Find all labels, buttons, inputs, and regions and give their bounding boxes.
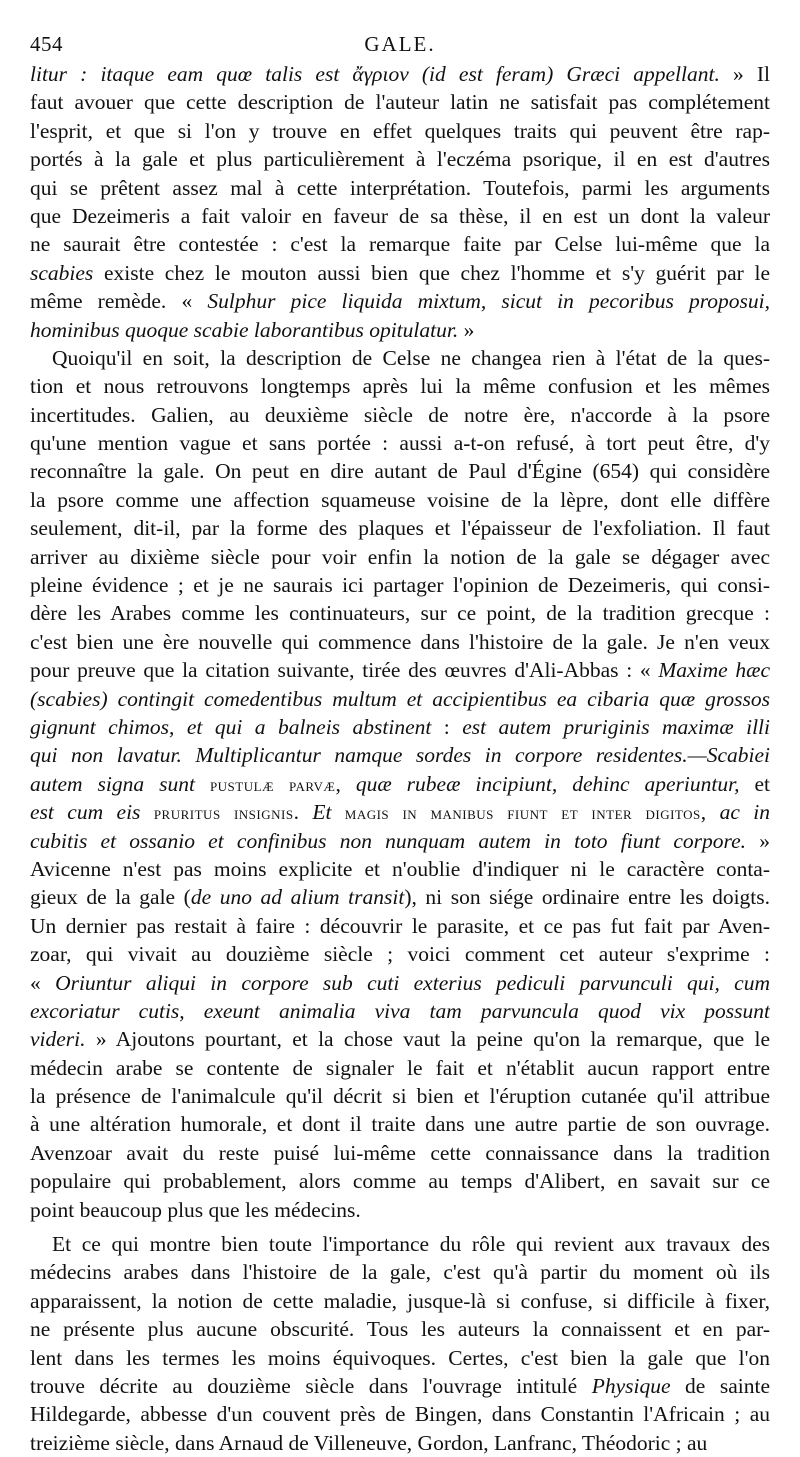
text-line: [30, 656, 770, 684]
text-run: à une altération humorale, et dont il traite dans une autre partie de son ouvrage.: [30, 1112, 770, 1137]
text-line: [30, 429, 770, 457]
text-run: «: [30, 970, 56, 995]
text-run: ac in: [719, 800, 770, 825]
text-run: seulement, dit-il, par la forme des plaques et l'épaisseur de l'exfoliation. Il faut: [30, 516, 770, 541]
text-line: [30, 1139, 770, 1167]
text-line: [30, 1054, 770, 1082]
text-line: [30, 1287, 770, 1315]
text-line: [30, 855, 770, 883]
text-run: quæ rubeæ incipiunt, dehinc aperiuntur,: [355, 771, 740, 796]
text-run: treizième siècle, dans Arnaud de Villeneuve, Gordon, Lanfranc, Théodoric ; au: [30, 1430, 708, 1455]
text-line: [30, 457, 770, 485]
text-run: ), ni son siége ordinaire entre les doigts.: [404, 885, 770, 910]
text-line: [30, 88, 770, 116]
text-run: pleine évidence ; et je ne saurais ici partager l'opinion de Dezeimeris, qui consi-: [30, 573, 770, 598]
text-line: [30, 571, 770, 599]
text-run: excoriatur cutis, exeunt animalia viva tam parvuncula quod vix possunt: [30, 998, 770, 1023]
text-run: autem signa sunt: [30, 771, 210, 796]
text-line: [30, 1110, 770, 1138]
text-run: » Il: [719, 62, 770, 86]
text-run: gignunt chimos, et qui a balneis abstinent: [30, 714, 432, 739]
text-run: Sulphur pice liquida mixtum, sicut in pecoribus proposui,: [207, 289, 770, 314]
text-run: reconnaître la gale. On peut en dire autant de Paul d'Égine (654) qui considère: [30, 459, 770, 484]
text-line: [30, 145, 770, 173]
text-line: [30, 685, 770, 713]
text-line: [30, 1025, 770, 1053]
text-run: la présence de l'animalcule qu'il décrit si bien et l'éruption cutanée qu'il attribue: [30, 1084, 770, 1109]
text-line: [30, 514, 770, 542]
text-run: pruritus insignis: [153, 803, 294, 825]
text-run: qu'une mention vague et sans portée : aussi a-t-on refusé, à tort peut être, d'y: [30, 431, 770, 456]
text-run: que Dezeimeris a fait valoir en faveur de sa thèse, il en est un dont la valeur: [30, 203, 770, 228]
text-run: médecins arabes dans l'histoire de la gale, c'est qu'à partir du moment où ils: [30, 1260, 770, 1285]
text-line: [30, 543, 770, 571]
text-run: faut avouer que cette description de l'auteur latin ne satisfait pas complétement: [30, 90, 770, 115]
text-run: Avicenne n'est pas moins explicite et n'oublie d'indiquer ni le caractère conta-: [30, 856, 770, 881]
text-line: [30, 401, 770, 429]
text-run: incertitudes. Galien, au deuxième siècle de notre ère, n'accorde à la psore: [30, 402, 770, 427]
text-line: [30, 912, 770, 940]
text-run: et: [739, 771, 770, 796]
text-run: pour preuve que la citation suivante, tirée des œuvres d'Ali-Abbas : «: [30, 658, 659, 683]
text-line: [30, 202, 770, 230]
text-line: [30, 1167, 770, 1195]
text-run: tion et nous retrouvons longtemps après lui la même confusion et les mêmes: [30, 374, 770, 399]
text-run: magis in manibus fiunt et inter digitos: [331, 803, 701, 825]
text-run: pustulæ parvæ: [209, 774, 336, 796]
paragraph: [30, 60, 770, 344]
text-run: arriver au dixième siècle pour voir enfin la notion de la gale se dégager avec: [30, 544, 770, 569]
text-line: [30, 1196, 770, 1224]
text-run: ne saurait être contestée : c'est la remarque faite par Celse lui-même que la: [30, 232, 770, 257]
text-run: portés à la gale et plus particulièrement à l'eczéma psorique, il en est d'autres: [30, 147, 770, 172]
text-run: Hildegarde, abbesse d'un couvent près de Bingen, dans Constantin l'Africain ; au: [30, 1402, 770, 1427]
paragraph: [30, 344, 770, 1224]
text-line: [30, 628, 770, 656]
text-run: .: [293, 800, 313, 825]
text-line: [30, 1315, 770, 1343]
text-line: [30, 117, 770, 145]
text-run: (scabies) contingit comedentibus multum et accipientibus ea cibaria quæ grossos: [30, 686, 770, 711]
text-run: c'est bien une ère nouvelle qui commence dans l'histoire de la gale. Je n'en veux: [30, 629, 770, 654]
text-line: [30, 883, 770, 911]
text-run: point beaucoup plus que les médecins.: [30, 1197, 361, 1222]
text-line: [30, 486, 770, 514]
text-line: [30, 713, 770, 741]
text-run: Quoiqu'il en soit, la description de Celse ne changea rien à l'état de la ques-: [52, 345, 770, 370]
page-header: [30, 32, 770, 56]
text-run: Oriuntur aliqui in corpore sub cuti exterius pediculi parvunculi qui, cum: [55, 970, 770, 995]
text-run: » Ajoutons pourtant, et la chose vaut la peine qu'on la remarque, que le: [85, 1027, 770, 1052]
text-run: gieux de la gale (: [30, 885, 191, 910]
text-run: Physique: [591, 1373, 671, 1398]
text-line: [30, 770, 770, 798]
text-run: videri.: [30, 1027, 86, 1052]
text-run: populaire qui probablement, alors comme au temps d'Alibert, en savait sur ce: [30, 1169, 770, 1194]
text-line: [30, 372, 770, 400]
text-run: qui non lavatur. Multiplicantur namque sordes in corpore residentes.—Scabiei: [30, 743, 770, 768]
text-run: est autem pruriginis maximæ illi: [462, 714, 770, 739]
text-line: [30, 997, 770, 1025]
text-run: de sainte: [670, 1373, 770, 1398]
text-line: [30, 174, 770, 202]
text-run: litur : itaque eam quœ talis est ἄγριον (id est feram) Græci appellant.: [30, 62, 720, 86]
text-run: dère les Arabes comme les continuateurs, sur ce point, de la tradition grecque :: [30, 601, 770, 626]
text-run: scabies: [30, 260, 94, 285]
text-run: trouve décrite au douzième siècle dans l'ouvrage intitulé: [30, 1373, 592, 1398]
text-run: même remède. «: [30, 289, 208, 314]
text-run: zoar, qui vivait au douzième siècle ; voici comment cet auteur s'exprime :: [30, 942, 770, 967]
text-line: [30, 1344, 770, 1372]
text-run: est cum eis: [30, 800, 154, 825]
text-line: [30, 969, 770, 997]
text-run: Et: [312, 800, 332, 825]
text-run: Maxime hæc: [658, 658, 770, 683]
text-run: hominibus quoque scabie laborantibus opitulatur.: [30, 317, 459, 342]
text-run: cubitis et ossanio et confinibus non nunquam autem in toto fiunt corpore.: [30, 828, 747, 853]
text-run: ,: [700, 800, 720, 825]
text-run: apparaissent, la notion de cette maladie, jusque-là si confuse, si difficile à fixer,: [30, 1288, 770, 1313]
text-run: la psore comme une affection squameuse voisine de la lèpre, dont elle diffère: [30, 487, 770, 512]
text-line: [30, 1230, 770, 1258]
text-run: qui se prêtent assez mal à cette interprétation. Toutefois, parmi les arguments: [30, 175, 770, 200]
page-number: 454: [30, 32, 63, 56]
text-line: [30, 940, 770, 968]
running-title: GALE.: [364, 32, 436, 56]
text-line: [30, 1082, 770, 1110]
text-run: ne présente plus aucune obscurité. Tous les auteurs la connaissent et en par-: [30, 1317, 770, 1342]
text-line: [30, 599, 770, 627]
text-line: [30, 230, 770, 258]
text-line: [30, 827, 770, 855]
text-run: Avenzoar avait du reste puisé lui-même cette connaissance dans la tradition: [30, 1140, 770, 1165]
text-run: »: [746, 828, 770, 853]
text-run: Et ce qui montre bien toute l'importance du rôle qui revient aux travaux des: [52, 1232, 770, 1257]
text-run: existe chez le mouton aussi bien que chez l'homme et s'y guérit par le: [93, 260, 770, 285]
text-line: [30, 60, 770, 88]
text-line: [30, 1258, 770, 1286]
text-run: de uno ad alium transit: [190, 885, 405, 910]
paragraph: [30, 1230, 770, 1457]
text-run: lent dans les termes les moins équivoques. Certes, c'est bien la gale que l'on: [30, 1345, 770, 1370]
text-run: médecin arabe se contente de signaler le fait et n'établit aucun rapport entre: [30, 1055, 770, 1080]
text-line: [30, 287, 770, 315]
text-line: [30, 316, 770, 344]
text-run: »: [458, 317, 475, 342]
text-line: [30, 741, 770, 769]
text-line: [30, 1372, 770, 1400]
text-line: [30, 259, 770, 287]
text-run: :: [431, 714, 463, 739]
page-body: [30, 60, 770, 1457]
text-line: [30, 344, 770, 372]
text-run: ,: [335, 771, 356, 796]
text-line: [30, 1429, 770, 1457]
text-run: l'esprit, et que si l'on y trouve en effet quelques traits qui peuvent être rap-: [30, 118, 770, 143]
text-run: Un dernier pas restait à faire : découvrir le parasite, et ce pas fut fait par Aven-: [30, 913, 770, 938]
text-line: [30, 798, 770, 826]
text-line: [30, 1400, 770, 1428]
